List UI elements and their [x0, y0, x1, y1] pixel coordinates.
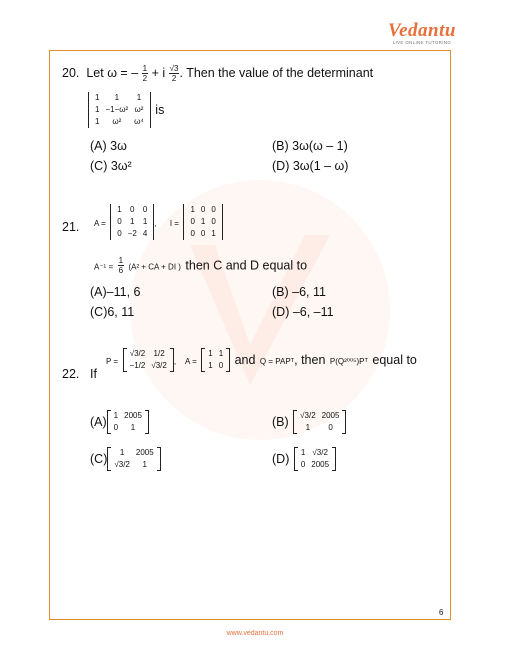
q22-opt-cell: 2005 [321, 411, 340, 420]
q22-opt-cell: 2005 [311, 460, 330, 469]
q22-option-a [90, 410, 149, 434]
q21-inv-num: 1 [118, 256, 124, 265]
q22-p-cell: 1/2 [153, 349, 165, 358]
q21-inv-fraction [118, 256, 124, 275]
q21-i-cell: 1 [190, 205, 195, 214]
q20-cell: 1 [95, 105, 100, 114]
q21-option-d: (D) –6, –11 [272, 305, 334, 319]
q20-cell: 1 [95, 93, 100, 102]
q20-determinant [88, 92, 164, 128]
q21-inv-lhs: A⁻¹ = [94, 262, 114, 272]
q22-option-b [272, 410, 346, 434]
q21-i-matrix [183, 204, 222, 240]
q22-and: and [234, 353, 256, 368]
q22-a-matrix [201, 348, 230, 372]
q21-a-cell: 0 [142, 205, 148, 214]
q22-opt-cell: 1 [142, 460, 147, 469]
q21-i-cell: 0 [211, 205, 216, 214]
logo-wordmark: Vedantu [388, 20, 456, 41]
q22-a-cell: 0 [218, 361, 224, 370]
q21-a-cell: 4 [142, 229, 148, 238]
q21-i-cell: 0 [200, 205, 206, 214]
q20-half-den: 2 [142, 74, 148, 83]
q22-opt-cell: 2005 [135, 448, 154, 457]
q22-tail: equal to [372, 353, 417, 368]
q22-a-cell: 1 [218, 349, 224, 358]
q22-q-def: Q = PAPᵀ [259, 357, 295, 367]
q22-statement: P = √3/2 1/2 −1/2 √3/2 , A = 1 1 1 0 and Q = PAPᵀ, then P(Q²⁰⁰⁵)Pᵀ equal to [106, 349, 417, 370]
q22-p-label: P = [106, 357, 119, 367]
q22-option-d-matrix [294, 447, 336, 471]
q21-i-cell: 1 [200, 217, 206, 226]
q22-opt-cell: √3/2 [312, 448, 328, 457]
q22-if: If [90, 367, 97, 381]
q21-number: 21. [62, 220, 80, 234]
q21-a-cell: 0 [117, 217, 122, 226]
q20-cell: ω² [112, 117, 122, 126]
q22-opt-cell: 1 [119, 448, 125, 457]
q22-option-c-matrix [107, 447, 160, 471]
q20-cell: 1 [95, 117, 100, 126]
q20-is: is [155, 103, 165, 118]
q21-inv-rhs: (A² + CA + DI ) [128, 262, 181, 272]
q20-stem-post: . Then the value of the determinant [179, 65, 374, 80]
q22-opt-cell: √3/2 [114, 460, 130, 469]
q21-a-matrix [110, 204, 154, 240]
q20-number: 20. [62, 65, 80, 80]
q21-tail: then C and D equal to [185, 258, 308, 273]
q22-opt-cell: 1 [305, 423, 311, 432]
q20-option-c: (C) 3ω² [90, 159, 132, 173]
q22-opt-cell: 0 [328, 423, 333, 432]
q20-stem-pre: Let ω = – [86, 65, 139, 80]
q21-option-a: (A)–11, 6 [90, 285, 141, 299]
page-number: 6 [439, 608, 444, 617]
q20-option-b: (B) 3ω(ω – 1) [272, 139, 348, 153]
q20-option-a: (A) 3ω [90, 139, 127, 153]
q20-root-fraction [169, 64, 180, 83]
q22-option-c-label: (C) [90, 452, 108, 467]
q21-i-cell: 0 [190, 217, 195, 226]
q21-a-cell: 0 [130, 205, 135, 214]
q22-opt-cell: 0 [300, 460, 306, 469]
footer-url-link[interactable]: www.vedantu.com [226, 630, 284, 637]
q20-cell: ω² [134, 105, 144, 114]
q21-a-cell: 1 [130, 217, 135, 226]
q22-expr: P(Q²⁰⁰⁵)Pᵀ [329, 357, 368, 367]
q21-option-c: (C)6, 11 [90, 305, 135, 319]
q20-cell: 1 [136, 93, 142, 102]
q20-option-d: (D) 3ω(1 – ω) [272, 159, 349, 173]
q20-cell: ω⁴ [134, 117, 144, 126]
q21-a-cell: 0 [117, 229, 122, 238]
q22-opt-cell: 0 [113, 423, 119, 432]
q21-a-label: A = [94, 219, 106, 229]
q22-a-cell: 1 [208, 349, 213, 358]
q20-plus-i: + i [151, 65, 166, 80]
q22-p-cell: −1/2 [129, 361, 146, 370]
q22-opt-cell: √3/2 [300, 411, 316, 420]
q22-p-matrix [123, 348, 174, 372]
q21-a-cell: 1 [142, 217, 148, 226]
q21-option-b: (B) –6, 11 [272, 285, 326, 299]
q22-option-c [90, 447, 161, 471]
q21-i-cell: 0 [190, 229, 195, 238]
q22-p-cell: √3/2 [129, 349, 146, 358]
q22-opt-cell: 2005 [124, 411, 142, 420]
q20-matrix [88, 92, 151, 128]
q22-a-cell: 1 [208, 361, 213, 370]
q22-opt-cell: 1 [300, 448, 306, 457]
q22-option-a-matrix [107, 410, 149, 434]
q22-then: , then [294, 353, 326, 368]
q22-option-b-label: (B) [272, 415, 289, 430]
q22-p-cell: √3/2 [151, 361, 167, 370]
q21-i-cell: 0 [200, 229, 206, 238]
q20-root-den: 2 [171, 74, 177, 83]
q22-option-d [272, 447, 336, 471]
q21-a-cell: −2 [127, 229, 137, 238]
q22-a-label: A = [184, 357, 197, 367]
q20-half-fraction [142, 64, 148, 83]
q21-inv-den: 6 [118, 266, 124, 275]
q22-option-b-matrix [293, 410, 346, 434]
q20-cell: 1 [114, 93, 120, 102]
q22-opt-cell: 1 [130, 423, 136, 432]
q22-option-d-label: (D) [272, 452, 290, 467]
q22-number: 22. [62, 367, 80, 381]
q22-opt-cell: 1 [113, 411, 119, 420]
q20-half-num: 1 [142, 64, 148, 73]
q20-stem [62, 64, 373, 83]
q21-i-cell: 0 [211, 217, 216, 226]
q22-option-a-label: (A) [90, 415, 107, 430]
q20-root-num: √3 [169, 64, 179, 73]
q21-a-cell: 1 [117, 205, 122, 214]
q21-matrices: A = 1 0 0 0 1 1 0 −2 4 , I = 1 0 0 0 1 0 0 0 1 [94, 204, 223, 240]
logo-tagline: LIVE ONLINE TUTORING [392, 40, 452, 45]
q21-inverse-line [94, 256, 307, 275]
q21-i-label: I = [169, 219, 179, 229]
q21-i-cell: 1 [211, 229, 216, 238]
q20-cell: −1−ω² [105, 105, 129, 114]
vedantu-logo [388, 20, 456, 45]
